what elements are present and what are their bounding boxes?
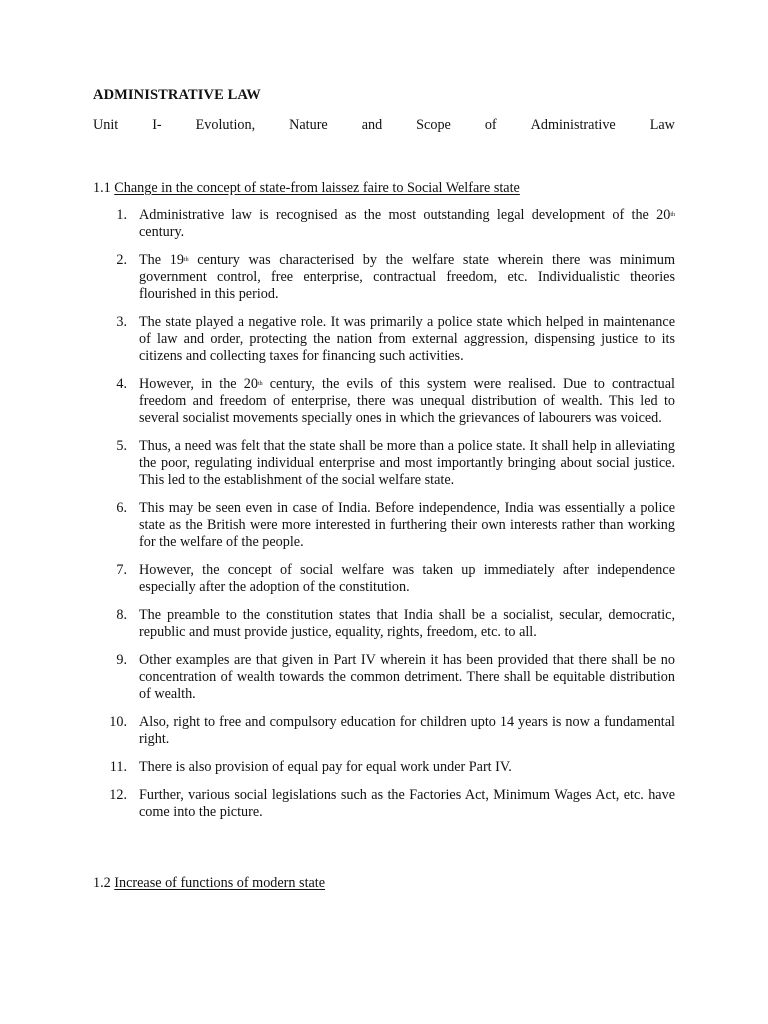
list-item xyxy=(93,787,675,821)
section-heading-1-1 xyxy=(93,180,520,197)
list-item-number: 9. xyxy=(116,652,127,668)
list-item-number: 7. xyxy=(116,562,127,578)
list-item-text: This may be seen even in case of India. Before independence, India was essentially a police state as the British were more interested in furthering their own interests rather than working for the welfare of the people. xyxy=(139,500,675,550)
list-item-text: However, in the 20 xyxy=(139,376,258,392)
ordinal-suffix: th xyxy=(183,257,189,263)
list-item xyxy=(93,438,675,489)
list-item-text: century. xyxy=(139,224,185,240)
list-item-text: Further, various social legislations such as the Factories Act, Minimum Wages Act, etc. have come into the picture. xyxy=(139,787,675,820)
list-item-text: Thus, a need was felt that the state shall be more than a police state. It shall help in alleviating the poor, regulating individual enterprise and most importantly bringing about social justice. This led to the establishment of the social welfare state. xyxy=(139,438,675,488)
section-number: 1.1 xyxy=(93,180,111,196)
list-item-number: 4. xyxy=(116,376,127,392)
unit-heading-word: Administrative xyxy=(530,117,616,133)
list-item-number: 12. xyxy=(109,787,127,803)
list-item xyxy=(93,759,675,776)
list-item-number: 1. xyxy=(116,207,127,223)
list-item-text: Also, right to free and compulsory education for children upto 14 years is now a fundamental right. xyxy=(139,714,675,747)
list-item-number: 5. xyxy=(116,438,127,454)
unit-heading-word: I- xyxy=(152,117,162,133)
list-item xyxy=(93,314,675,365)
unit-heading-word: and xyxy=(361,117,383,133)
unit-heading-word: of xyxy=(484,117,497,133)
list-item xyxy=(93,207,675,241)
list-item xyxy=(93,376,675,427)
list-item xyxy=(93,714,675,748)
section-1-1-points xyxy=(93,207,675,832)
unit-heading-word: Scope xyxy=(416,117,451,133)
list-item-text: The 19 xyxy=(139,252,184,268)
list-item-text: The state played a negative role. It was primarily a police state which helped in maintenance of law and order, protecting the nation from external aggression, dispensing justice to its citizens and collecting taxes for financing such activities. xyxy=(139,314,675,364)
document-title: ADMINISTRATIVE LAW xyxy=(93,87,261,103)
list-item xyxy=(93,252,675,303)
unit-heading-word: Law xyxy=(649,117,675,133)
ordinal-suffix: th xyxy=(670,212,675,218)
list-item xyxy=(93,607,675,641)
unit-heading-word: Nature xyxy=(289,117,328,133)
list-item-text: Administrative law is recognised as the most outstanding legal development of the 20 xyxy=(139,207,671,223)
list-item-number: 3. xyxy=(116,314,127,330)
section-heading-1-2 xyxy=(93,875,325,892)
list-item-text: Other examples are that given in Part IV wherein it has been provided that there shall be no concentration of wealth towards the common detriment. There shall be equitable distribution of wealth. xyxy=(139,652,675,702)
section-title: Increase of functions of modern state xyxy=(114,875,326,891)
list-item-number: 11. xyxy=(109,759,127,775)
list-item xyxy=(93,500,675,551)
list-item-number: 10. xyxy=(109,714,127,730)
section-title: Change in the concept of state-from laissez faire to Social Welfare state xyxy=(114,180,520,196)
list-item-number: 8. xyxy=(116,607,127,623)
list-item-text: However, the concept of social welfare was taken up immediately after independence especially after the adoption of the constitution. xyxy=(139,562,675,595)
list-item-number: 2. xyxy=(116,252,127,268)
list-item-text: century was characterised by the welfare state wherein there was minimum government control, free enterprise, contractual freedom, etc. Individualistic theories flourished in this period. xyxy=(139,252,675,302)
unit-heading-word: Unit xyxy=(93,117,119,133)
list-item-number: 6. xyxy=(116,500,127,516)
list-item-text: The preamble to the constitution states that India shall be a socialist, secular, democratic, republic and must provide justice, equality, rights, freedom, etc. to all. xyxy=(139,607,675,640)
section-number: 1.2 xyxy=(93,875,111,891)
unit-heading-word: Evolution, xyxy=(195,117,256,133)
list-item-text: century, the evils of this system were realised. Due to contractual freedom and freedom of enterprise, there was unequal distribution of wealth. This led to several socialist movements specially ones in which the grievances of labourers was voiced. xyxy=(139,376,675,426)
list-item-text: There is also provision of equal pay for equal work under Part IV. xyxy=(139,759,512,775)
list-item xyxy=(93,562,675,596)
ordinal-suffix: th xyxy=(257,381,263,387)
unit-heading xyxy=(93,117,675,134)
list-item xyxy=(93,652,675,703)
